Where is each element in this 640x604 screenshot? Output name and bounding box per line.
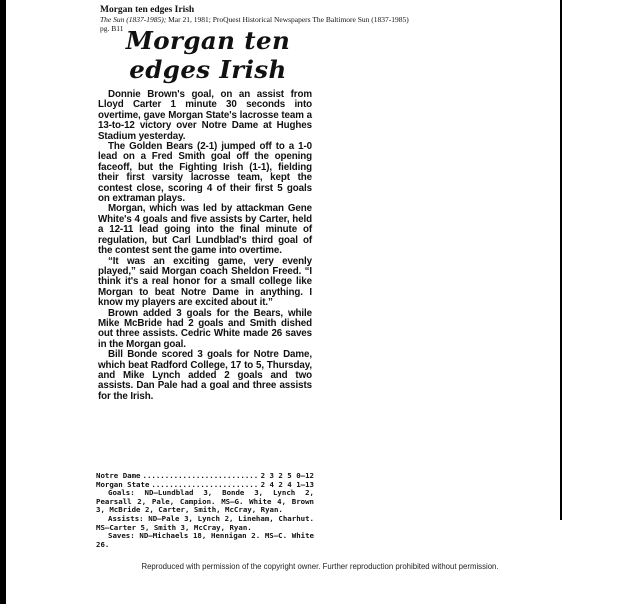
article-paragraph: The Golden Bears (2-1) jumped off to a 1-0 lead on a Fred Smith goal off the opening faceoff, but the Fighting Irish (1-1), fielding their first varsity lacrosse team, kept the contest close, scoring 4 of their first 5 goals on extraman plays. [98, 141, 312, 205]
article-paragraph: “It was an exciting game, very evenly played,” said Morgan coach Sheldon Freed. “I think it's a real honor for a small college like Morgan to beat Notre Dame in anything. I know my players are excited about it.” [98, 255, 312, 309]
assists-summary: Assists: ND—Pale 3, Lynch 2, Lineham, Charhut. MS—Carter 5, Smith 3, McCray, Ryan. [96, 513, 314, 532]
citation-source [100, 15, 540, 24]
article-paragraph: Brown added 3 goals for the Bears, while Mike McBride had 2 goals and Smith dished out three assists. Cedric White made 26 saves in the Morgan goal. [98, 307, 312, 350]
headline [96, 26, 320, 84]
citation-source-name: The Sun (1837-1985); [100, 15, 167, 24]
article-paragraph: Bill Bonde scored 3 goals for Notre Dame, which beat Radford College, 17 to 5, Thursday, and Mike Lynch added 2 goals and two assists. Dan Pale had a goal and three assists for the Irish. [98, 349, 312, 402]
headline-line-2: edges Irish [129, 55, 287, 84]
column-rule [560, 0, 562, 520]
scan-edge [0, 0, 6, 604]
headline-line-1: Morgan ten [125, 26, 291, 55]
box-score [96, 472, 314, 549]
score-line-notre-dame [96, 472, 314, 481]
team-name: Morgan State [96, 480, 150, 489]
team-name: Notre Dame [96, 472, 141, 480]
period-scores: 2 3 2 5 0—12 [260, 472, 314, 480]
goals-summary: Goals: ND—Lundblad 3, Bonde 3, Lynch 2, Pearsall 2, Pale, Campion. MS—G. White 4, Brown 3, McBride 2, Carter, Smith, McCray, Ryan. [96, 488, 314, 515]
citation-source-detail: Mar 21, 1981; ProQuest Historical Newspapers The Baltimore Sun (1837-1985) [168, 15, 409, 24]
article-paragraph: Morgan, which was led by attackman Gene White's 4 goals and five assists by Carter, held a 12-11 lead going into the final minute of regulation, but Carl Lundblad's third goal of the contest sent the game into overtime. [98, 203, 312, 257]
leader-dots [143, 472, 259, 481]
copyright-footer: Reproduced with permission of the copyright owner. Further reproduction prohibited without permission. [141, 562, 499, 571]
period-scores: 2 4 2 4 1—13 [260, 480, 314, 489]
saves-summary: Saves: ND—Michaels 18, Hennigan 2. MS—C. White 26. [96, 531, 314, 549]
article-paragraph: Donnie Brown's goal, on an assist from Lloyd Carter 1 minute 30 seconds into overtime, gave Morgan State's lacrosse team a 13-to-12 victory over Notre Dame at Hughes Stadium yesterday. [98, 89, 312, 142]
citation-page: pg. B11 [100, 24, 124, 33]
citation-title: Morgan ten edges Irish [100, 5, 195, 15]
article-body [98, 90, 312, 402]
